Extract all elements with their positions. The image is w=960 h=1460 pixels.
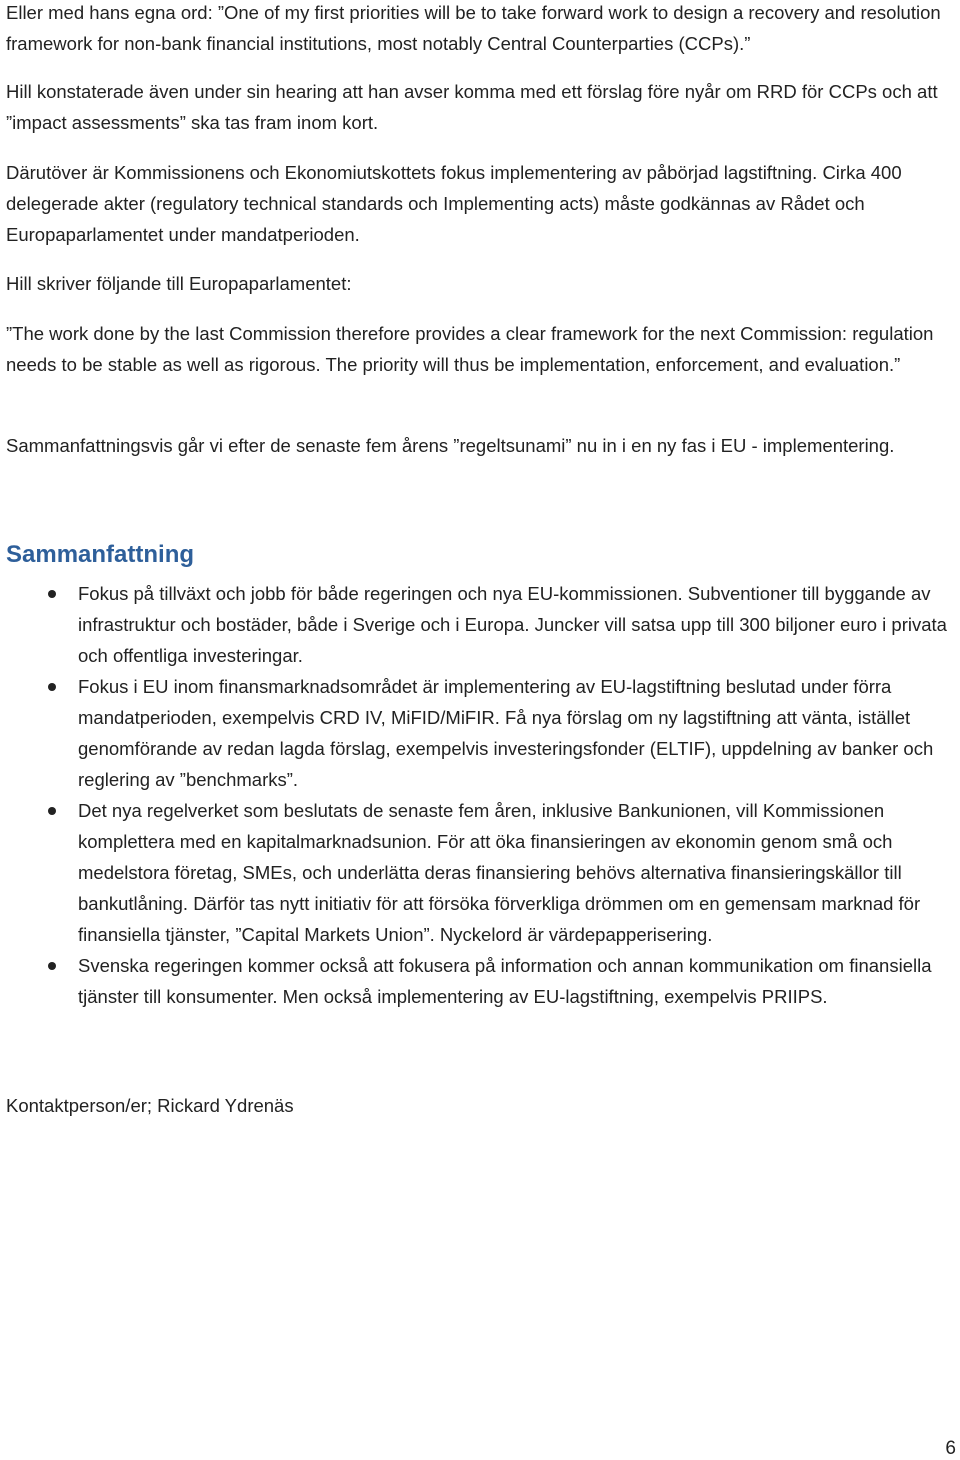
paragraph-quote-hill: Eller med hans egna ord: ”One of my first priorities will be to take forward work to design a recovery and resolution framework for non-bank financial institutions, most notably Central Counterparties (CCPs).” [6, 2, 941, 54]
section-heading-summary: Sammanfattning [6, 541, 195, 568]
summary-bullet-item [6, 671, 958, 795]
summary-bullet-list [6, 578, 956, 1012]
summary-bullet-text: Fokus på tillväxt och jobb för både regeringen och nya EU-kommissionen. Subventioner till byggande av infrastruktur och bostäder, både i Sverige och i Europa. Juncker vill satsa upp till 300 biljoner euro i privata och offentliga investeringar. [78, 583, 947, 666]
bullet-icon [48, 962, 56, 970]
summary-bullet-text: Svenska regeringen kommer också att fokusera på information och annan kommunikation om finansiella tjänster till konsumenter. Men också implementering av EU-lagstiftning, exempelvis PRIIPS. [78, 955, 932, 1007]
summary-bullet-item [6, 950, 958, 1012]
bullet-icon [48, 590, 56, 598]
paragraph-conclusion: Sammanfattningsvis går vi efter de senaste fem årens ”regeltsunami” nu in i en ny fas i EU - implementering. [6, 435, 895, 456]
contact-person: Kontaktperson/er; Rickard Ydrenäs [6, 1095, 294, 1116]
paragraph-hearing: Hill konstaterade även under sin hearing att han avser komma med ett förslag före nyår om RRD för CCPs och att ”impact assessments” ska tas fram inom kort. [6, 81, 938, 133]
summary-bullet-item [6, 795, 958, 950]
paragraph-commission-quote: ”The work done by the last Commission therefore provides a clear framework for the next Commission: regulation needs to be stable as well as rigorous. The priority will thus be implementation, enforcement, and evaluation.” [6, 323, 934, 375]
paragraph-implementation: Därutöver är Kommissionens och Ekonomiutskottets fokus implementering av påbörjad lagstiftning. Cirka 400 delegerade akter (regulatory technical standards och Implementing acts) måste godkännas av Rådet och Europaparlamentet under mandatperioden. [6, 162, 902, 245]
paragraph-hill-writes: Hill skriver följande till Europaparlamentet: [6, 273, 352, 294]
bullet-icon [48, 683, 56, 691]
page-number: 6 [945, 1438, 956, 1459]
summary-bullet-text: Fokus i EU inom finansmarknadsområdet är implementering av EU-lagstiftning beslutad under förra mandatperioden, exempelvis CRD IV, MiFID/MiFIR. Få nya förslag om ny lagstiftning att vänta, istället genomförande av redan lagda förslag, exempelvis investeringsfonder (ELTIF), uppdelning av banker och reglering av ”benchmarks”. [78, 676, 934, 790]
summary-bullet-item [6, 578, 958, 671]
summary-bullet-text: Det nya regelverket som beslutats de senaste fem åren, inklusive Bankunionen, vill Kommissionen komplettera med en kapitalmarknadsunion. För att öka finansieringen av ekonomin genom små och medelstora företag, SMEs, och underlätta deras finansiering behövs alternativa finansieringskällor till bankutlåning. Därför tas nytt initiativ för att försöka förverkliga drömmen om en gemensam marknad för finansiella tjänster, ”Capital Markets Union”. Nyckelord är värdepapperisering. [78, 800, 921, 945]
bullet-icon [48, 807, 56, 815]
